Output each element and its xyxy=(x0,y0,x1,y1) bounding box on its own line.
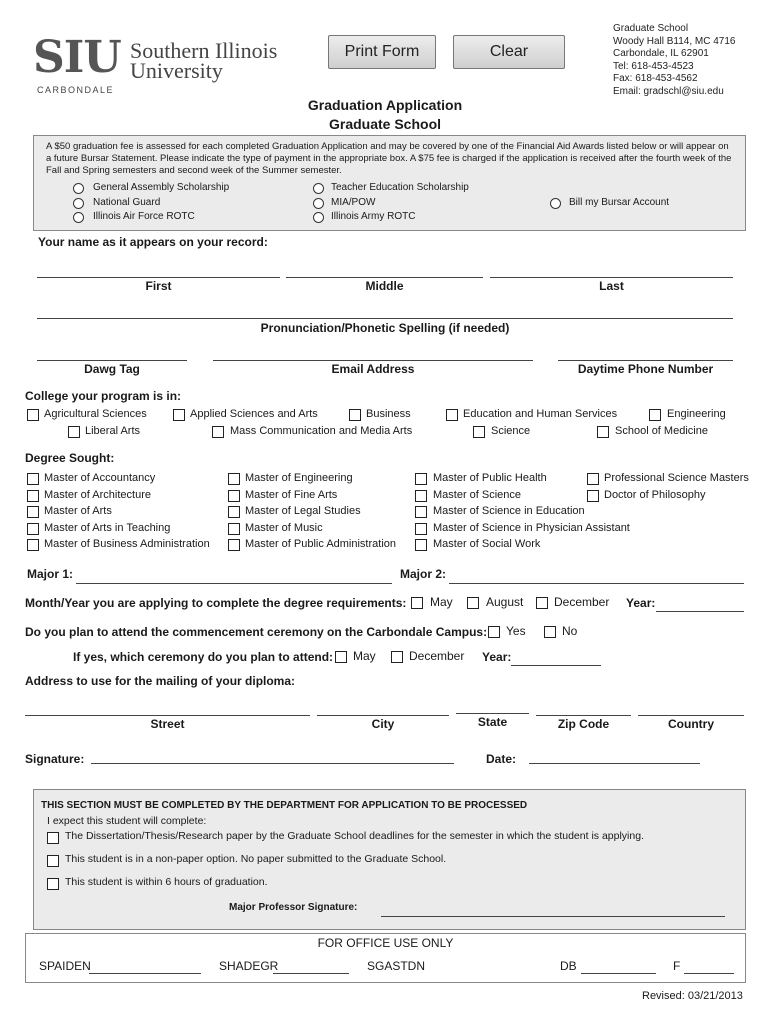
ceremony-no-checkbox[interactable] xyxy=(544,626,556,638)
degree-label: Master of Arts in Teaching xyxy=(44,522,171,534)
college-checkbox[interactable] xyxy=(446,409,458,421)
fee-description: A $50 graduation fee is assessed for each completed Graduation Application and may be covered by one of the Financial Aid Awards listed below or will appear on a future Bursar Statement. Please indicate the type of payment in the appropriate box. A $75 fee is charged if the application is received after the fourth week of the Fall and Spring semesters and second week of the Summer semester. xyxy=(46,141,732,177)
date-input[interactable] xyxy=(529,763,700,764)
degree-label: Doctor of Philosophy xyxy=(604,489,706,501)
degree-label: Master of Architecture xyxy=(44,489,151,501)
completion-label: Month/Year you are applying to complete the degree requirements: xyxy=(25,596,407,610)
degree-heading: Degree Sought: xyxy=(25,451,115,465)
middle-name-label: Middle xyxy=(365,279,404,293)
country-input[interactable] xyxy=(638,715,744,716)
completion-year-label: Year: xyxy=(626,596,656,610)
general-assembly-radio[interactable] xyxy=(73,183,84,194)
dissertation-checkbox[interactable] xyxy=(47,832,59,844)
ceremony-year-input[interactable] xyxy=(511,665,601,666)
college-checkbox[interactable] xyxy=(27,409,39,421)
air-force-rotc-radio[interactable] xyxy=(73,212,84,223)
state-input[interactable] xyxy=(456,713,529,714)
contact-line: Graduate School xyxy=(613,23,689,34)
bursar-account-label: Bill my Bursar Account xyxy=(569,197,670,208)
shadegr-label: SHADEGR xyxy=(219,959,279,973)
signature-input[interactable] xyxy=(91,763,454,764)
completion-may-checkbox[interactable] xyxy=(411,597,423,609)
degree-checkbox[interactable] xyxy=(415,490,427,502)
ceremony-year-label: Year: xyxy=(482,650,512,664)
college-checkbox[interactable] xyxy=(212,426,224,438)
date-label: Date: xyxy=(486,752,517,766)
ceremony-no-label: No xyxy=(562,624,578,638)
completion-year-input[interactable] xyxy=(656,611,744,612)
degree-checkbox[interactable] xyxy=(587,490,599,502)
army-rotc-radio[interactable] xyxy=(313,212,324,223)
dissertation-label: The Dissertation/Thesis/Research paper by the Graduate School deadlines for the semester in which the student is applying. xyxy=(65,830,644,842)
college-heading: College your program is in: xyxy=(25,389,182,403)
degree-label: Master of Arts xyxy=(44,505,112,517)
signature-label: Signature: xyxy=(25,752,85,766)
phone-label: Daytime Phone Number xyxy=(577,362,714,376)
phonetic-spelling-input[interactable] xyxy=(37,318,733,319)
contact-line: Carbondale, IL 62901 xyxy=(613,48,709,60)
completion-august-label: August xyxy=(486,595,524,609)
teacher-education-label: Teacher Education Scholarship xyxy=(331,182,469,193)
city-input[interactable] xyxy=(317,715,449,716)
degree-checkbox[interactable] xyxy=(27,490,39,502)
middle-name-input[interactable] xyxy=(286,277,483,278)
college-label: Liberal Arts xyxy=(85,425,141,437)
college-checkbox[interactable] xyxy=(349,409,361,421)
degree-checkbox[interactable] xyxy=(415,506,427,518)
db-input[interactable] xyxy=(581,973,656,974)
ceremony-may-checkbox[interactable] xyxy=(335,651,347,663)
university-name-line2: University xyxy=(130,58,223,83)
professor-signature-label: Major Professor Signature: xyxy=(229,902,358,913)
college-label: Business xyxy=(366,408,411,420)
degree-checkbox[interactable] xyxy=(415,473,427,485)
email-input[interactable] xyxy=(213,360,533,361)
office-use-heading: FOR OFFICE USE ONLY xyxy=(317,936,454,950)
degree-label: Master of Science in Education xyxy=(433,505,585,517)
phonetic-spelling-label: Pronunciation/Phonetic Spelling (if needed) xyxy=(260,321,510,335)
college-label: Education and Human Services xyxy=(463,408,618,420)
degree-checkbox[interactable] xyxy=(27,473,39,485)
degree-label: Master of Public Administration xyxy=(245,538,397,550)
degree-label: Master of Science in Physician Assistant xyxy=(433,522,630,534)
mia-pow-radio[interactable] xyxy=(313,198,324,209)
degree-checkbox[interactable] xyxy=(27,523,39,535)
email-label: Email Address xyxy=(331,362,415,376)
zip-label: Zip Code xyxy=(557,717,610,731)
degree-checkbox[interactable] xyxy=(415,523,427,535)
shadegr-input[interactable] xyxy=(273,973,349,974)
degree-checkbox[interactable] xyxy=(228,490,240,502)
college-label: School of Medicine xyxy=(615,425,708,437)
six-hours-label: This student is within 6 hours of graduation. xyxy=(65,876,268,888)
contact-line: Tel: 618-453-4523 xyxy=(613,60,694,72)
degree-label: Master of Social Work xyxy=(433,538,541,550)
which-ceremony-label: If yes, which ceremony do you plan to attend: xyxy=(73,650,334,664)
last-name-input[interactable] xyxy=(490,277,733,278)
degree-checkbox[interactable] xyxy=(228,506,240,518)
college-label: Agricultural Sciences xyxy=(44,408,147,420)
contact-line: Fax: 618-453-4562 xyxy=(613,73,698,85)
degree-label: Master of Science xyxy=(433,489,522,501)
db-label: DB xyxy=(560,959,577,973)
major1-input[interactable] xyxy=(76,583,392,584)
address-heading: Address to use for the mailing of your diploma: xyxy=(25,674,296,688)
ceremony-yes-checkbox[interactable] xyxy=(488,626,500,638)
contact-info xyxy=(613,23,735,99)
ceremony-label: Do you plan to attend the commencement ceremony on the Carbondale Campus: xyxy=(25,625,488,639)
f-input[interactable] xyxy=(684,973,734,974)
college-label: Mass Communication and Media Arts xyxy=(230,425,413,437)
city-label: City xyxy=(371,717,395,731)
completion-august-checkbox[interactable] xyxy=(467,597,479,609)
college-checkbox[interactable] xyxy=(473,426,485,438)
state-label: State xyxy=(477,715,508,729)
non-paper-label: This student is in a non-paper option. No paper submitted to the Graduate School. xyxy=(65,853,447,865)
major1-label: Major 1: xyxy=(27,567,74,581)
completion-december-label: December xyxy=(554,595,610,609)
zip-input[interactable] xyxy=(536,715,631,716)
spaiden-label: SPAIDEN xyxy=(39,959,91,973)
completion-may-label: May xyxy=(430,595,453,609)
contact-line: Email: gradschl@siu.edu xyxy=(613,85,724,97)
dawg-tag-label: Dawg Tag xyxy=(84,362,140,376)
revised-date: Revised: 03/21/2013 xyxy=(642,990,743,1002)
bursar-account-radio[interactable] xyxy=(550,198,561,209)
street-input[interactable] xyxy=(25,715,310,716)
degree-checkbox[interactable] xyxy=(415,539,427,551)
contact-line: Woody Hall B114, MC 4716 xyxy=(613,35,736,47)
department-intro: I expect this student will complete: xyxy=(47,815,207,827)
degree-checkbox[interactable] xyxy=(228,523,240,535)
first-name-label: First xyxy=(145,279,172,293)
college-checkbox[interactable] xyxy=(597,426,609,438)
college-checkbox[interactable] xyxy=(173,409,185,421)
general-assembly-label: General Assembly Scholarship xyxy=(93,182,230,193)
print-form-button[interactable]: Print Form xyxy=(328,35,436,69)
teacher-education-radio[interactable] xyxy=(313,183,324,194)
department-heading: THIS SECTION MUST BE COMPLETED BY THE DEPARTMENT FOR APPLICATION TO BE PROCESSED xyxy=(41,800,528,811)
six-hours-checkbox[interactable] xyxy=(47,878,59,890)
major2-input[interactable] xyxy=(449,583,744,584)
army-rotc-label: Illinois Army ROTC xyxy=(331,211,416,222)
siu-logo xyxy=(33,32,293,96)
f-label: F xyxy=(673,959,681,973)
degree-checkbox[interactable] xyxy=(587,473,599,485)
national-guard-radio[interactable] xyxy=(73,198,84,209)
clear-button[interactable]: Clear xyxy=(453,35,565,69)
major2-label: Major 2: xyxy=(400,567,447,581)
ceremony-december-checkbox[interactable] xyxy=(391,651,403,663)
degree-checkbox[interactable] xyxy=(228,539,240,551)
degree-label: Master of Public Health xyxy=(433,472,547,484)
degree-label: Master of Business Administration xyxy=(44,538,210,550)
sgastdn-label: SGASTDN xyxy=(367,959,426,973)
degree-label: Professional Science Masters xyxy=(604,472,749,484)
national-guard-label: National Guard xyxy=(93,197,161,208)
degree-label: Master of Music xyxy=(245,522,323,534)
last-name-label: Last xyxy=(599,279,624,293)
degree-checkbox[interactable] xyxy=(27,539,39,551)
college-checkbox[interactable] xyxy=(649,409,661,421)
country-label: Country xyxy=(668,717,714,731)
college-label: Applied Sciences and Arts xyxy=(190,408,318,420)
ceremony-december-label: December xyxy=(409,649,465,663)
completion-december-checkbox[interactable] xyxy=(536,597,548,609)
degree-label: Master of Legal Studies xyxy=(245,505,361,517)
college-checkbox[interactable] xyxy=(68,426,80,438)
ceremony-yes-label: Yes xyxy=(506,624,526,638)
form-title: Graduation Application xyxy=(307,97,463,113)
ceremony-may-label: May xyxy=(353,649,376,663)
degree-checkbox[interactable] xyxy=(228,473,240,485)
name-heading: Your name as it appears on your record: xyxy=(38,235,268,249)
logo-letters: SIU xyxy=(33,32,121,83)
university-name-line1: Southern Illinois xyxy=(130,38,278,63)
dawg-tag-input[interactable] xyxy=(37,360,187,361)
campus-name: CARBONDALE xyxy=(37,85,115,95)
degree-label: Master of Fine Arts xyxy=(245,489,338,501)
phone-input[interactable] xyxy=(558,360,733,361)
mia-pow-label: MIA/POW xyxy=(331,197,376,208)
air-force-rotc-label: Illinois Air Force ROTC xyxy=(93,211,195,222)
college-label: Engineering xyxy=(667,408,726,420)
professor-signature-input[interactable] xyxy=(381,916,725,917)
street-label: Street xyxy=(150,717,185,731)
form-subtitle: Graduate School xyxy=(328,116,442,132)
spaiden-input[interactable] xyxy=(89,973,201,974)
college-label: Science xyxy=(491,425,531,437)
degree-checkbox[interactable] xyxy=(27,506,39,518)
first-name-input[interactable] xyxy=(37,277,280,278)
degree-label: Master of Engineering xyxy=(245,472,353,484)
non-paper-checkbox[interactable] xyxy=(47,855,59,867)
degree-label: Master of Accountancy xyxy=(44,472,156,484)
